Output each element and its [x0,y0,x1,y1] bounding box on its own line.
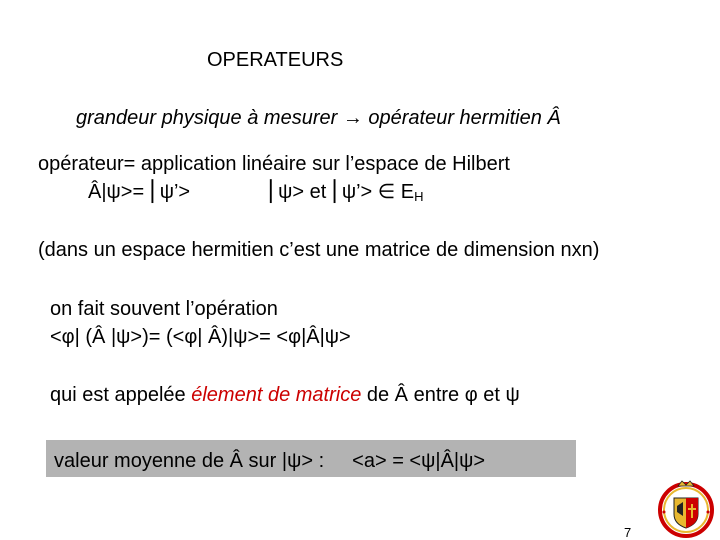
line-operator-action [88,180,423,209]
line-operator-action-b: ⎜ψ> et ⎜ψ’> ∈ E [268,181,415,203]
line-mean-value [54,449,485,473]
line-operator-action-a: Â|ψ>= ⎜ψ’> [88,181,191,203]
mean-value-formula: <a> = <ψ|Â|ψ> [352,450,486,472]
matrix-element-term: élement de matrice [191,384,362,406]
line-operator-action-sub: H [414,189,424,204]
line-operator-definition: opérateur= application linéaire sur l’espace de Hilbert [38,153,510,175]
line-operation: on fait souvent l’opération [50,298,278,320]
line-bracket-formula: <φ| (Â |ψ>)= (<φ| Â)|ψ>= <φ|Â|ψ> [50,326,351,348]
line-hermitian-matrix: (dans un espace hermitien c’est une matrice de dimension nxn) [38,239,600,261]
line-matrix-element-b: de Â entre φ et ψ [361,384,520,406]
line-observable-text-a: grandeur physique à mesurer [76,107,343,129]
line-matrix-element [50,383,520,407]
line-observable-text-b: opérateur hermitien Â [362,107,561,129]
arrow-icon: → [342,107,363,129]
slide-title: OPERATEURS [207,49,344,71]
university-seal-icon [656,478,716,538]
mean-value-label: valeur moyenne de Â sur |ψ> : [54,450,325,472]
line-observable [76,106,561,130]
line-matrix-element-a: qui est appelée [50,384,192,406]
page-number: 7 [624,525,632,540]
